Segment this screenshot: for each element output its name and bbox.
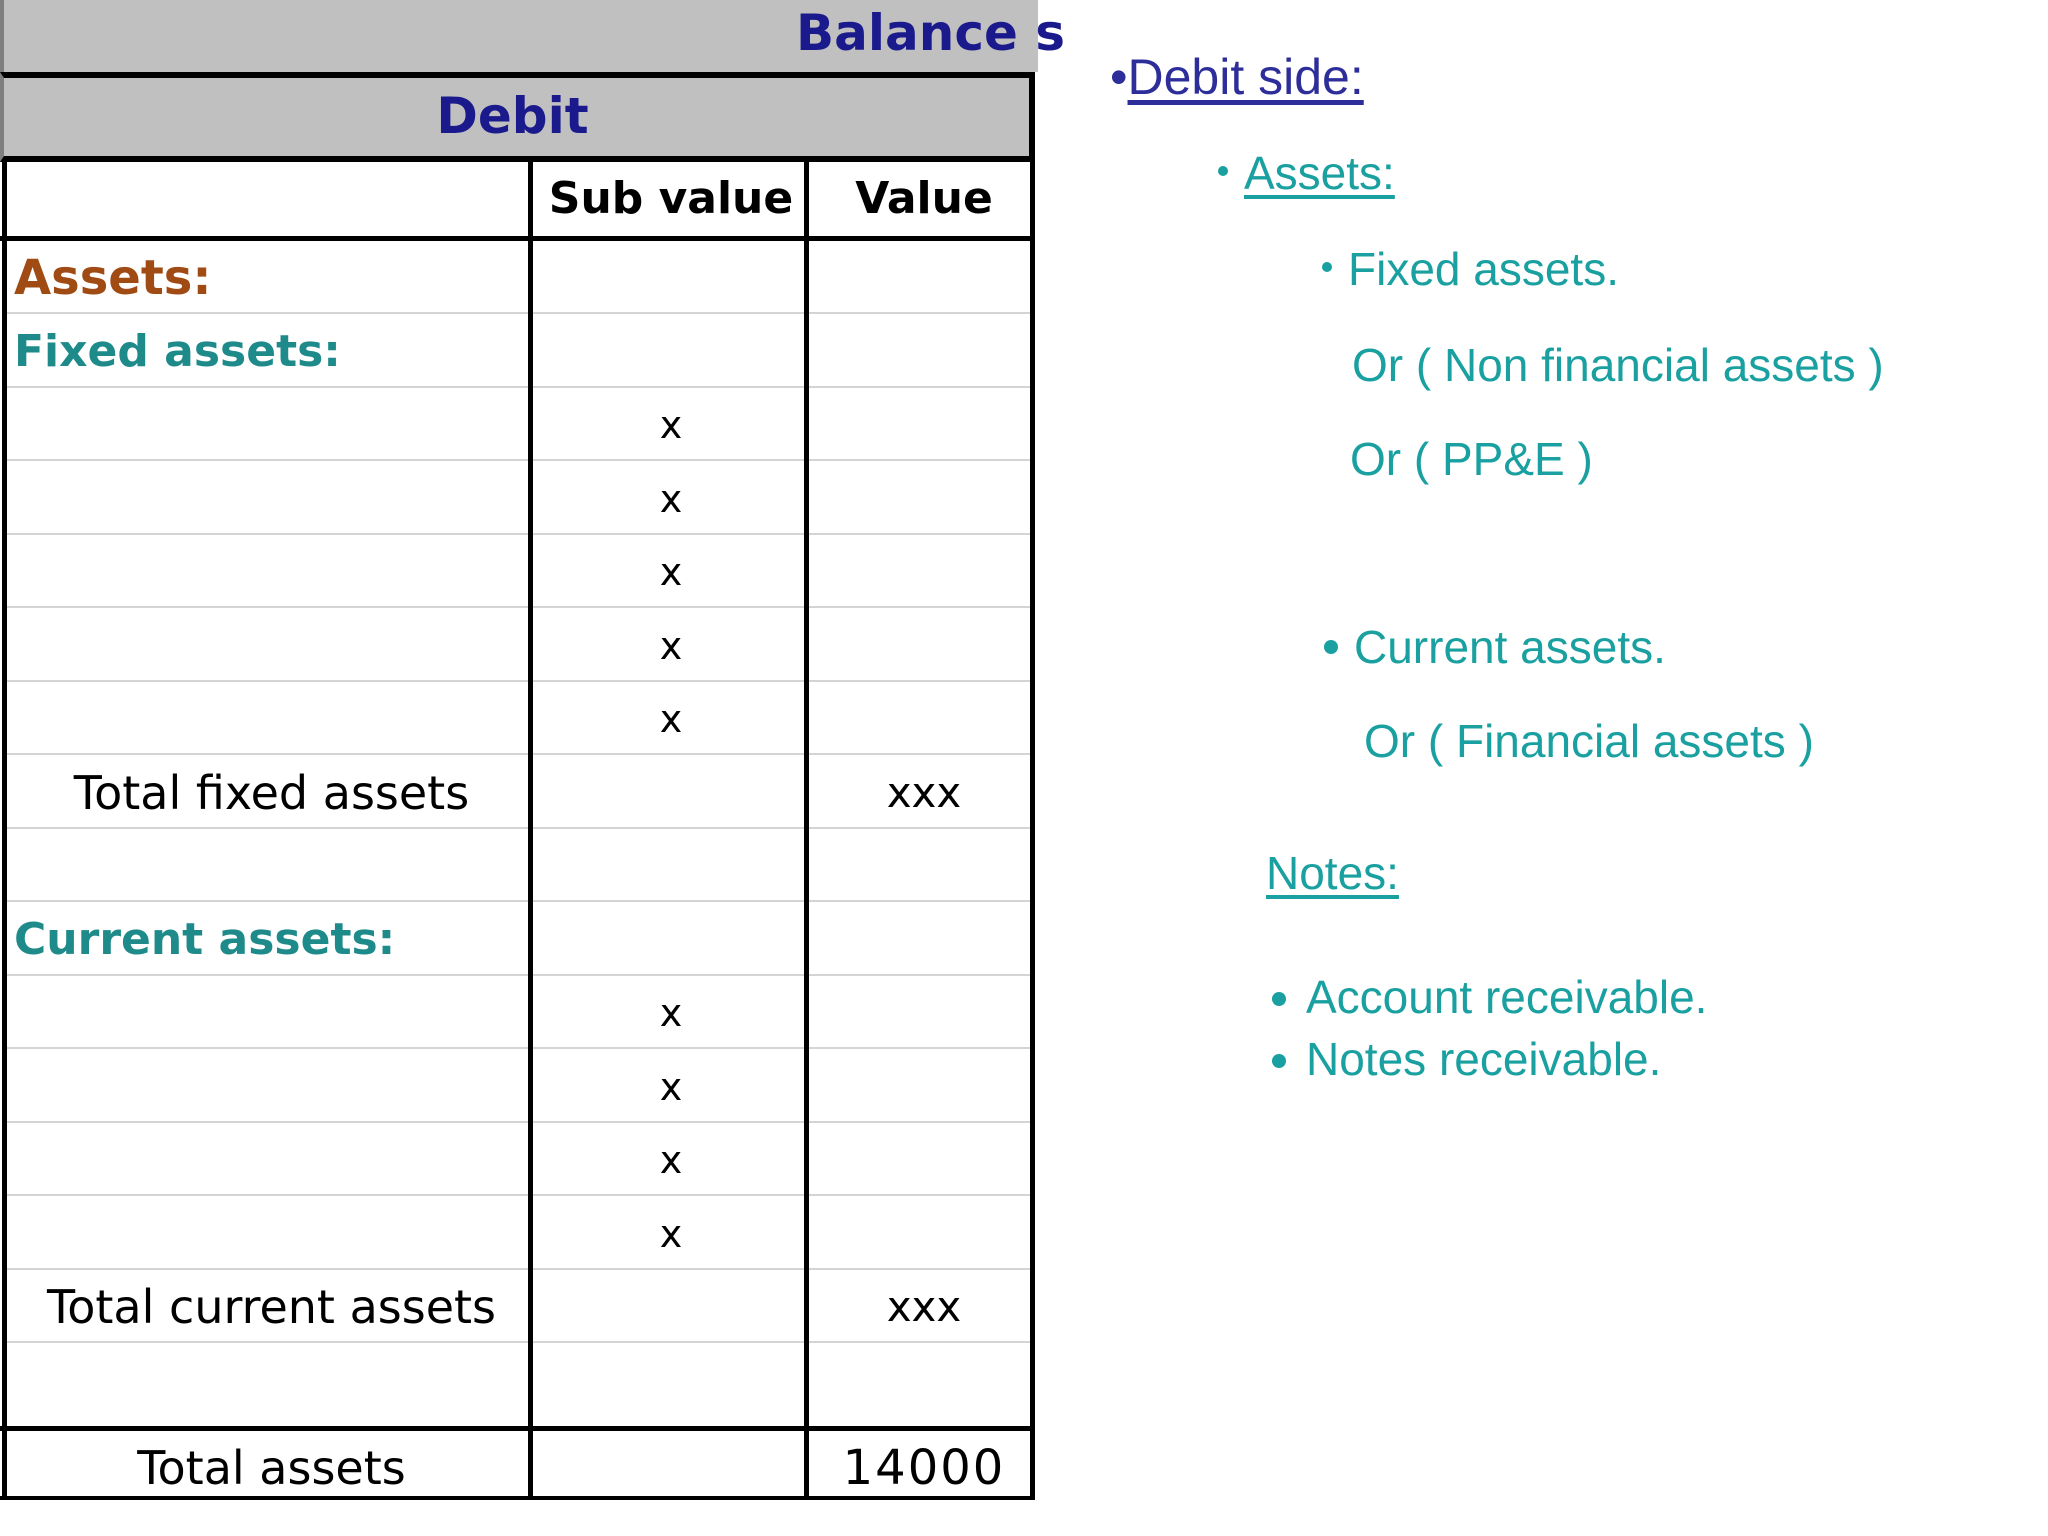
table-row bbox=[6, 1050, 1030, 1123]
sheet-title: Balance s bbox=[796, 4, 1066, 62]
row-label: Total fixed assets bbox=[73, 765, 470, 820]
table-row bbox=[6, 241, 1030, 314]
table-row bbox=[6, 829, 1030, 902]
table-row bbox=[6, 903, 1030, 976]
row-sub-value: x bbox=[659, 1138, 683, 1182]
column-header-value: Value bbox=[855, 173, 993, 224]
row-label bbox=[14, 535, 529, 606]
debit-header bbox=[0, 72, 1035, 162]
row-value bbox=[814, 682, 1034, 753]
row-sub-value: x bbox=[659, 1211, 683, 1256]
heading-text: Debit side: bbox=[1127, 49, 1364, 105]
table-row bbox=[6, 535, 1030, 608]
table-row bbox=[6, 1270, 1030, 1343]
table-row bbox=[6, 609, 1030, 682]
row-sub-value bbox=[536, 829, 806, 900]
table-row bbox=[6, 1344, 1030, 1417]
row-sub-value: x bbox=[659, 1064, 683, 1109]
row-label bbox=[14, 388, 529, 459]
row-label bbox=[14, 462, 529, 533]
table-row bbox=[6, 315, 1030, 388]
row-sub-value: x bbox=[659, 403, 683, 447]
row-value: xxx bbox=[886, 1282, 962, 1331]
total-assets-value: 14000 bbox=[842, 1440, 1006, 1496]
row-value bbox=[814, 462, 1034, 533]
row-value: xxx bbox=[886, 767, 962, 817]
row-label bbox=[14, 609, 529, 680]
account-receivable-item: Account receivable. bbox=[1306, 971, 1708, 1023]
receivable-bullet-1 bbox=[1272, 992, 1286, 1006]
col-divider-2 bbox=[804, 162, 809, 1500]
table-row bbox=[6, 1123, 1030, 1196]
row-value bbox=[814, 1123, 1034, 1194]
title-band bbox=[0, 0, 1066, 72]
row-sub-value: x bbox=[659, 991, 683, 1035]
row-value bbox=[814, 609, 1034, 680]
column-header-sub-value: Sub value bbox=[548, 173, 794, 224]
col-divider-1 bbox=[528, 162, 533, 1500]
notes-receivable-item: Notes receivable. bbox=[1306, 1033, 1662, 1085]
column-header-row bbox=[6, 162, 1030, 236]
total-assets-row bbox=[6, 1431, 1030, 1505]
row-sub-value: x bbox=[659, 476, 683, 521]
row-value bbox=[814, 388, 1034, 459]
row-label bbox=[14, 1344, 529, 1415]
row-label bbox=[14, 829, 529, 900]
row-sub-value bbox=[536, 1270, 806, 1341]
total-assets-sub bbox=[536, 1431, 806, 1502]
row-label bbox=[14, 1197, 529, 1268]
debit-side-heading bbox=[1110, 48, 1364, 106]
notes-label bbox=[1266, 846, 1399, 900]
fixed-assets-item: Fixed assets. bbox=[1348, 243, 1619, 295]
receivable-bullet-2 bbox=[1272, 1054, 1286, 1068]
row-sub-value bbox=[536, 903, 806, 974]
table-row bbox=[6, 1197, 1030, 1270]
row-label: Assets: bbox=[14, 250, 212, 306]
row-label bbox=[14, 1050, 529, 1121]
row-value bbox=[814, 1197, 1034, 1268]
row-value bbox=[814, 903, 1034, 974]
current-assets-item: Current assets. bbox=[1354, 621, 1666, 673]
left-border bbox=[2, 162, 7, 1500]
fixed-alt-non-financial: Or ( Non financial assets ) bbox=[1352, 339, 1884, 391]
fixed-alt-ppe: Or ( PP&E ) bbox=[1350, 433, 1593, 485]
current-alt-financial: Or ( Financial assets ) bbox=[1364, 715, 1814, 767]
assets-bullet bbox=[1218, 166, 1228, 176]
row-label bbox=[14, 1123, 529, 1194]
notes-label-text: Notes: bbox=[1266, 847, 1399, 899]
current-bullet bbox=[1324, 640, 1338, 654]
assets-label bbox=[1244, 146, 1395, 200]
row-label: Total current assets bbox=[46, 1280, 497, 1334]
row-sub-value bbox=[536, 1344, 806, 1415]
row-sub-value bbox=[536, 756, 806, 827]
table-row bbox=[6, 756, 1030, 829]
row-value bbox=[814, 1344, 1034, 1415]
row-value bbox=[814, 315, 1034, 386]
row-sub-value: x bbox=[659, 623, 683, 668]
row-value bbox=[814, 976, 1034, 1047]
column-header-label bbox=[14, 162, 529, 233]
row-label: Current assets: bbox=[14, 913, 396, 965]
row-value bbox=[814, 535, 1034, 606]
row-sub-value bbox=[536, 241, 806, 312]
debit-header-label: Debit bbox=[436, 87, 589, 145]
bottom-border bbox=[0, 1496, 1035, 1500]
table-row bbox=[6, 682, 1030, 755]
row-value bbox=[814, 241, 1034, 312]
total-assets-label: Total assets bbox=[137, 1441, 406, 1495]
row-sub-value: x bbox=[659, 697, 683, 741]
assets-label-text: Assets: bbox=[1244, 147, 1395, 199]
row-value bbox=[814, 829, 1034, 900]
row-label: Fixed assets: bbox=[14, 325, 341, 377]
right-border bbox=[1030, 162, 1035, 1500]
row-label bbox=[14, 976, 529, 1047]
row-sub-value bbox=[536, 315, 806, 386]
row-label bbox=[14, 682, 529, 753]
row-sub-value: x bbox=[659, 550, 683, 594]
heading-bullet: • bbox=[1110, 49, 1128, 105]
fixed-bullet bbox=[1322, 262, 1332, 272]
row-value bbox=[814, 1050, 1034, 1121]
table-row bbox=[6, 388, 1030, 461]
table-row bbox=[6, 462, 1030, 535]
table-row bbox=[6, 976, 1030, 1049]
